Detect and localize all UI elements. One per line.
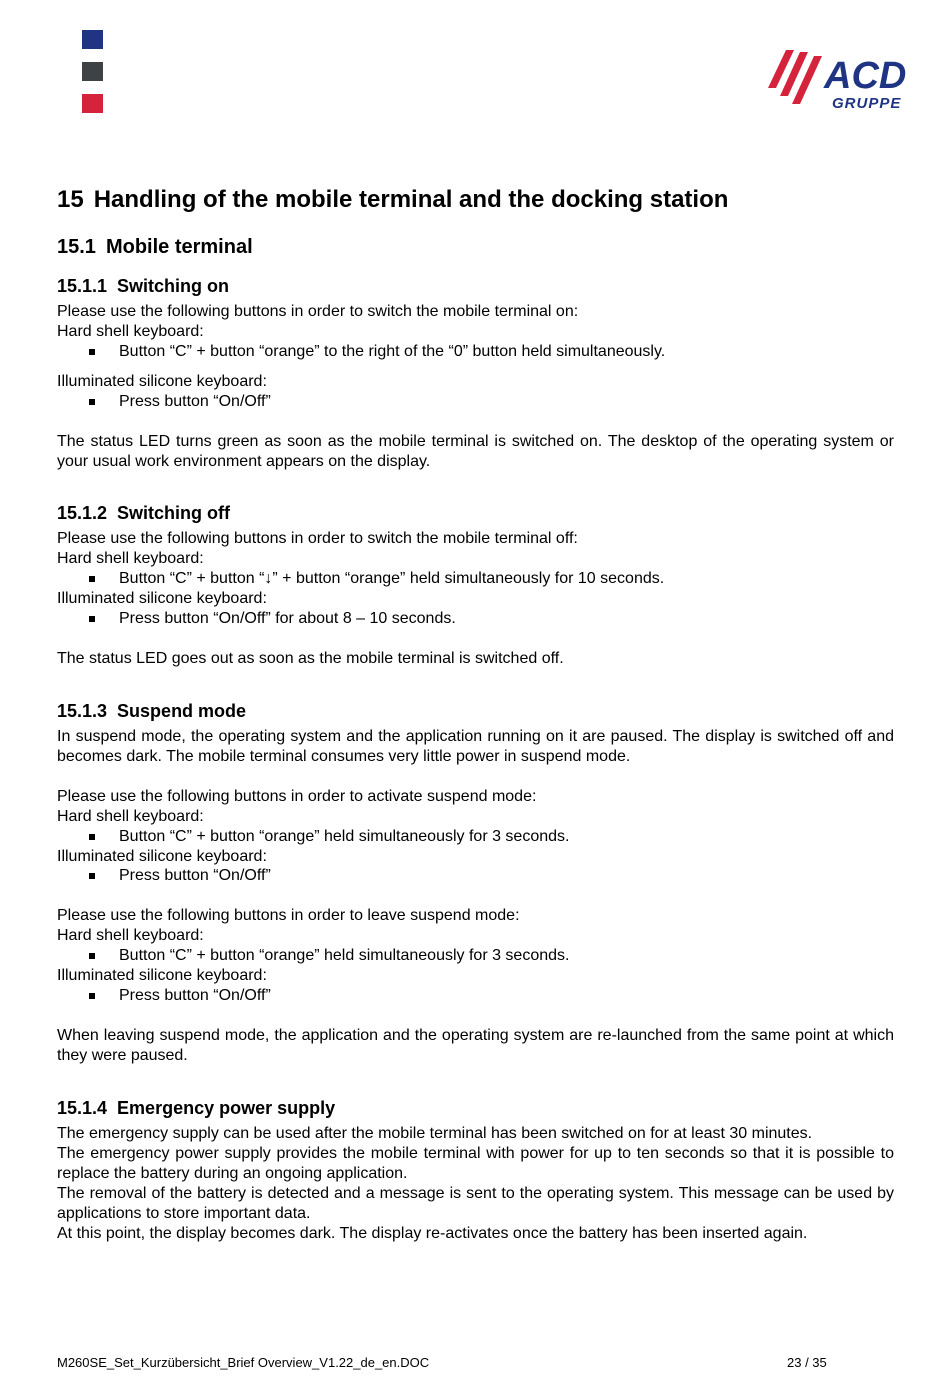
svg-text:ACD: ACD <box>824 55 907 97</box>
emergency-paragraph-1: The emergency power supply provides the mobile terminal with power for up to ten seconds so that it is possible to replace the battery during an ongoing application. <box>57 1145 894 1182</box>
subsection-heading-suspend-mode: 15.1.3 Suspend mode <box>57 701 247 721</box>
bullet-icon <box>89 349 95 355</box>
leave-suspend-intro: Please use the following buttons in order to leave suspend mode: <box>57 907 520 924</box>
illuminated-label: Illuminated silicone keyboard: <box>57 967 267 984</box>
leaving-suspend-paragraph: When leaving suspend mode, the application and the operating system are re-launched from the same point at which they were paused. <box>57 1027 894 1064</box>
bullet-icon <box>89 834 95 840</box>
switching-off-paragraph: The status LED goes out as soon as the mobile terminal is switched off. <box>57 650 564 667</box>
chapter-heading: 15 Handling of the mobile terminal and the docking station <box>57 186 729 213</box>
emergency-paragraph-2: The removal of the battery is detected and a message is sent to the operating system. This message can be used by applications to store important data. <box>57 1185 894 1222</box>
bullet-icon <box>89 616 95 622</box>
emergency-line-1: The emergency supply can be used after the mobile terminal has been switched on for at least 30 minutes. <box>57 1125 813 1142</box>
bullet-icon <box>89 399 95 405</box>
bullet-icon <box>89 953 95 959</box>
suspend-mode-paragraph: In suspend mode, the operating system and the application running on it are paused. The display is switched off and becomes dark. The mobile terminal consumes very little power in suspend mode. <box>57 728 894 765</box>
bullet-icon <box>89 576 95 582</box>
subsection-heading-emergency-power: 15.1.4 Emergency power supply <box>57 1098 336 1118</box>
brand-square-blue <box>82 30 103 49</box>
switching-on-intro: Please use the following buttons in order to switch the mobile terminal on: <box>57 303 579 320</box>
bullet-icon <box>89 993 95 999</box>
hard-shell-label: Hard shell keyboard: <box>57 550 204 567</box>
svg-text:GRUPPE: GRUPPE <box>832 95 902 112</box>
acd-gruppe-logo <box>766 48 916 112</box>
footer-page-number: 23 / 35 <box>787 1355 827 1370</box>
illuminated-label: Illuminated silicone keyboard: <box>57 590 267 607</box>
brand-square-red <box>82 94 103 113</box>
footer-filename: M260SE_Set_Kurzübersicht_Brief Overview_V1.22_de_en.DOC <box>57 1355 430 1370</box>
switching-on-paragraph: The status LED turns green as soon as the mobile terminal is switched on. The desktop of the operating system or your usual work environment appears on the display. <box>57 433 894 470</box>
bullet-icon <box>89 873 95 879</box>
subsection-heading-switching-off: 15.1.2 Switching off <box>57 503 231 523</box>
illuminated-label: Illuminated silicone keyboard: <box>57 373 267 390</box>
emergency-line-2: At this point, the display becomes dark. The display re-activates once the battery has been inserted again. <box>57 1225 808 1242</box>
switching-off-intro: Please use the following buttons in order to switch the mobile terminal off: <box>57 530 578 547</box>
hard-shell-label: Hard shell keyboard: <box>57 927 204 944</box>
brand-square-grey <box>82 62 103 81</box>
hard-shell-label: Hard shell keyboard: <box>57 808 204 825</box>
activate-suspend-intro: Please use the following buttons in order to activate suspend mode: <box>57 788 537 805</box>
subsection-heading-switching-on: 15.1.1 Switching on <box>57 276 230 296</box>
section-heading: 15.1 Mobile terminal <box>57 236 253 258</box>
hard-shell-label: Hard shell keyboard: <box>57 323 204 340</box>
illuminated-label: Illuminated silicone keyboard: <box>57 848 267 865</box>
